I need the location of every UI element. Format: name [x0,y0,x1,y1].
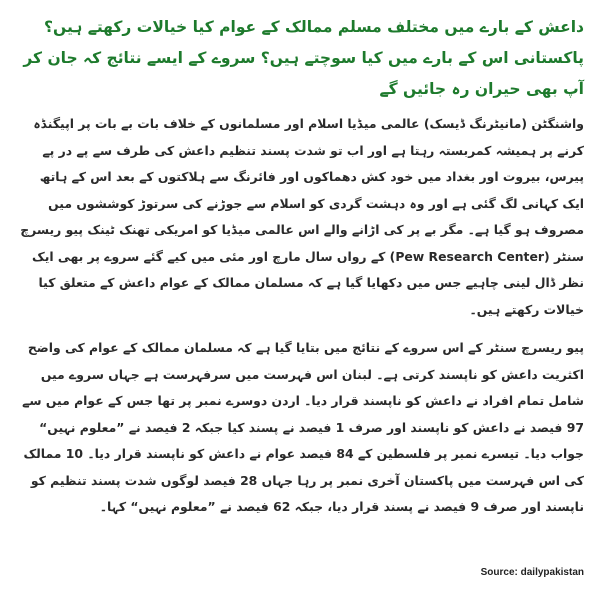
article-paragraph-1: واشنگٹن (مانیٹرنگ ڈیسک) عالمی میڈیا اسلام اور مسلمانوں کے خلاف بات بے بات پر اپیگنڈہ کرنے پر ہمیشہ کمربستہ رہتا ہے اور اب تو شدت پسند تنظیم داعش کی طرف سے پے در پے پیرس، بیروت اور بغداد میں خود کش دھماکوں اور فائرنگ سے ہلاکتوں کے بعد اس کے ہاتھ ایک کہانی لگ گئی ہے اور وہ دہشت گردی کو اسلام سے جوڑنے کی سرتوڑ کوششوں میں مصروف ہو گیا ہے۔ مگر بے پر کی اڑانے والے اس عالمی میڈیا کو امریکی تھنک ٹینک پیو ریسرچ سنٹر (Pew Research Center) کے رواں سال مارچ اور مئی میں کیے گئے سروے پر بھی ایک نظر ڈال لینی چاہیے جس میں دکھایا گیا ہے کہ مسلمان ممالک کے عوام داعش کے متعلق کیا خیالات رکھتے ہیں۔ [20,116,584,317]
source-credit: Source: dailypakistan [480,567,584,578]
article-paragraph-2: پیو ریسرچ سنٹر کے اس سروے کے نتائج میں بتایا گیا ہے کہ مسلمان ممالک کے عوام کی واضح اکثریت داعش کو ناپسند کرتی ہے۔ لبنان اس فہرست میں سرفہرست ہے جہاں سروے میں شامل تمام افراد نے داعش کو ناپسند قرار دیا۔ اردن دوسرے نمبر پر تھا جس کے عوام میں سے 97 فیصد نے داعش کو ناپسند اور صرف 1 فیصد نے پسند کیا جبکہ 2 فیصد نے ”معلوم نہیں“ جواب دیا۔ تیسرے نمبر پر فلسطین کے 84 فیصد عوام نے داعش کو ناپسند قرار دیا۔ 10 ممالک کی اس فہرست میں پاکستان آخری نمبر پر رہا جہاں 28 فیصد لوگوں شدت پسند تنظیم کو ناپسند اور صرف 9 فیصد نے پسند قرار دیا، جبکہ 62 فیصد نے ”معلوم نہیں“ کہا۔ [22,340,584,514]
article-headline: داعش کے بارے میں مختلف مسلم ممالک کے عوام کیا خیالات رکھتے ہیں؟ پاکستانی اس کے بارے میں کیا سوچتے ہیں؟ سروے کے ایسے نتائج کہ جان کر آپ بھی حیران رہ جائیں گے [23,18,584,98]
